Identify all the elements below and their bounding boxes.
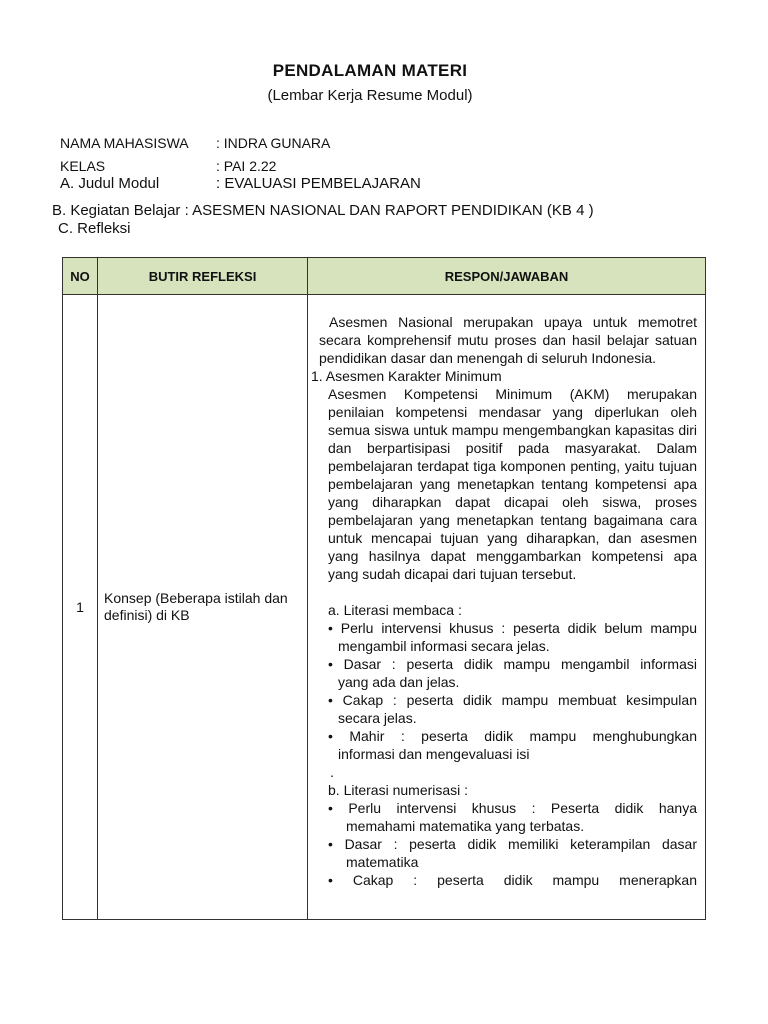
list-item: [308, 727, 705, 763]
kelas-value: : PAI 2.22: [216, 158, 277, 174]
kegiatan-belajar-line: B. Kegiatan Belajar : ASESMEN NASIONAL DAN RAPORT PENDIDIKAN (KB 4 ): [52, 202, 594, 219]
page-title: PENDALAMAN MATERI: [272, 61, 468, 80]
list-item-text: • Dasar : peserta didik mampu mengambil informasi: [328, 656, 697, 672]
judul-value: : EVALUASI PEMBELAJARAN: [216, 175, 421, 192]
kelas-label: KELAS: [60, 158, 106, 174]
nama-value: : INDRA GUNARA: [216, 135, 331, 151]
literasi-membaca-title: a. Literasi membaca :: [328, 602, 462, 618]
akm-heading: 1. Asesmen Karakter Minimum: [311, 368, 502, 384]
list-item: [308, 655, 705, 691]
row-number: 1: [63, 295, 98, 920]
list-item: [308, 799, 705, 835]
list-item-continuation: informasi dan mengevaluasi isi: [338, 746, 530, 762]
header-respon: RESPON/JAWABAN: [308, 258, 706, 295]
row-respon: [308, 295, 706, 920]
list-item: [308, 871, 705, 889]
list-item: [308, 619, 705, 655]
list-item-text: • Perlu intervensi khusus : Peserta didik hanya: [328, 800, 697, 816]
nama-label: NAMA MAHASISWA: [60, 135, 189, 151]
list-item-text: • Perlu intervensi khusus : peserta didik belum mampu: [328, 620, 697, 636]
row-butir: Konsep (Beberapa istilah dan definisi) di KB: [98, 295, 308, 920]
akm-paragraph: Asesmen Kompetensi Minimum (AKM) merupakan penilaian kompetensi mendasar yang diperlukan oleh semua siswa untuk mampu mengembangkan kapasitas diri dan berpartisipasi positif pada masyarakat. Dalam pembelajaran terdapat tiga komponen penting, yaitu tujuan pembelajaran yang menetapkan tentang kompetensi apa yang diharapkan dapat dicapai oleh siswa, proses pembelajaran yang menetapkan tentang bagaimana cara untuk mencapai tujuan yang diharapkan, dan asesmen yang hasilnya dapat menggambarkan kompetensi apa yang sudah dicapai dari tujuan tersebut.: [328, 386, 697, 582]
list-item-text: • Mahir : peserta didik mampu menghubungkan: [328, 728, 697, 744]
judul-label: A. Judul Modul: [60, 175, 160, 192]
list-item-text: • Cakap : peserta didik mampu menerapkan: [328, 872, 697, 888]
intro-paragraph: Asesmen Nasional merupakan upaya untuk memotret secara komprehensif mutu proses dan hasil belajar satuan pendidikan dasar dan menengah di seluruh Indonesia.: [319, 314, 697, 366]
list-item-continuation: memahami matematika yang terbatas.: [346, 818, 585, 834]
list-item-text: • Cakap : peserta didik mampu membuat kesimpulan: [328, 692, 697, 708]
table-row: [63, 295, 706, 920]
table-header-row: [63, 258, 706, 295]
list-item-continuation: mengambil informasi secara jelas.: [338, 638, 550, 654]
list-item-continuation: secara jelas.: [338, 710, 417, 726]
list-item-continuation: matematika: [346, 854, 419, 870]
reflection-table: [62, 257, 706, 920]
header-butir: BUTIR REFLEKSI: [98, 258, 308, 295]
list-item-text: • Dasar : peserta didik memiliki keterampilan dasar: [328, 836, 697, 852]
page-subtitle: (Lembar Kerja Resume Modul): [267, 87, 473, 104]
literasi-numerisasi-title: b. Literasi numerisasi :: [328, 782, 469, 798]
list-item: [308, 691, 705, 727]
dot-line: .: [330, 764, 334, 780]
list-item: [308, 835, 705, 871]
refleksi-label: C. Refleksi: [58, 220, 131, 237]
header-no: NO: [63, 258, 98, 295]
list-item-continuation: yang ada dan jelas.: [338, 674, 460, 690]
